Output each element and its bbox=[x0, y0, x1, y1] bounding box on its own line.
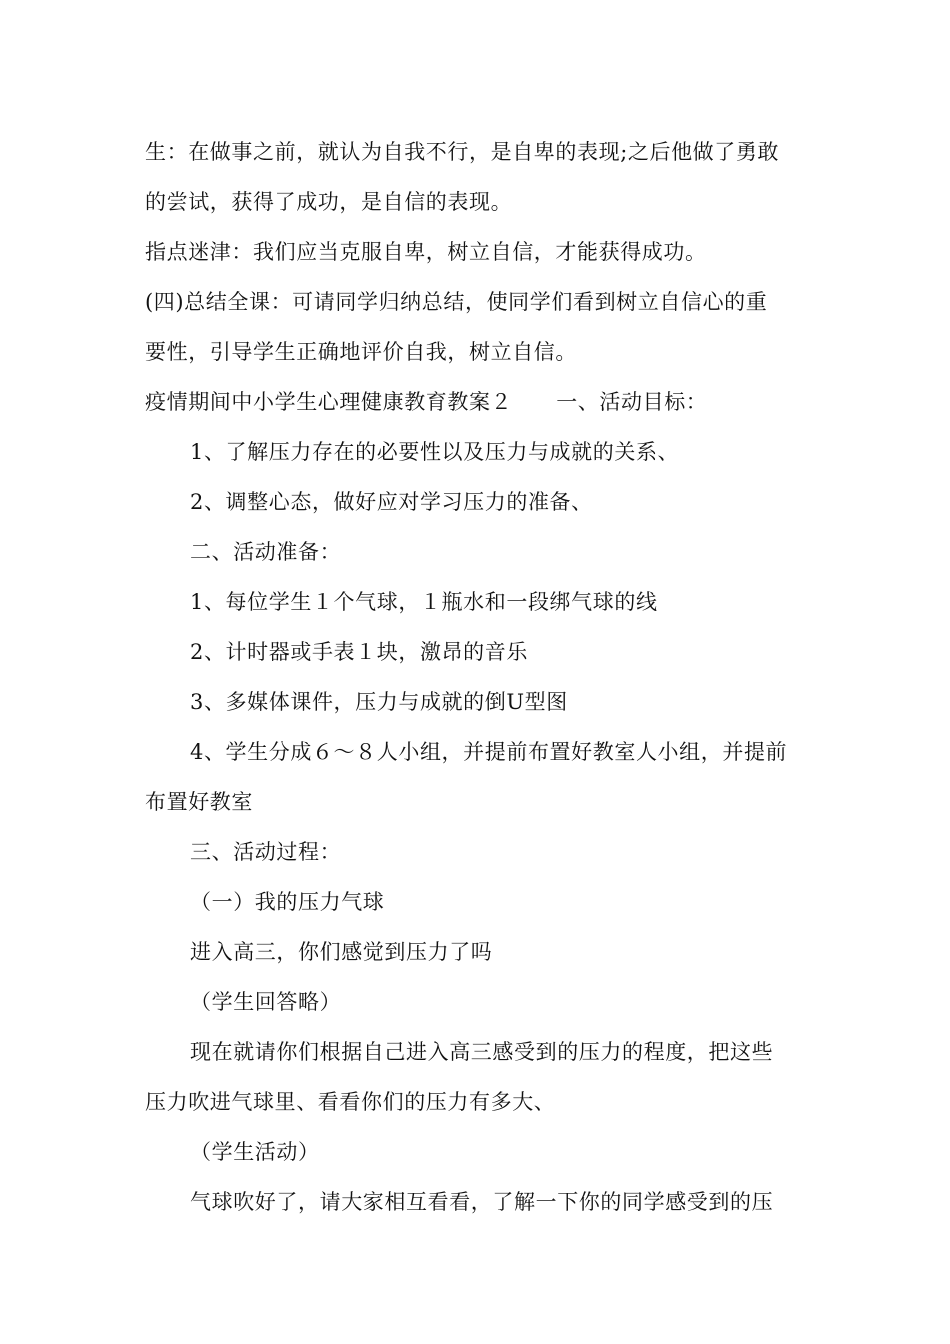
paragraph-line: 要性，引导学生正确地评价自我，树立自信。 bbox=[145, 340, 577, 364]
list-item: 4、学生分成６～８人小组，并提前布置好教室人小组，并提前 bbox=[190, 740, 788, 764]
paragraph-line: 指点迷津：我们应当克服自卑，树立自信，才能获得成功。 bbox=[145, 240, 707, 264]
list-item: 3、多媒体课件，压力与成就的倒U型图 bbox=[190, 690, 568, 714]
paragraph-line: 气球吹好了，请大家相互看看，了解一下你的同学感受到的压 bbox=[190, 1190, 774, 1214]
section-heading: 二、活动准备： bbox=[190, 540, 342, 564]
paragraph-line: 现在就请你们根据自己进入高三感受到的压力的程度，把这些 bbox=[190, 1040, 774, 1064]
paragraph-line: （学生活动） bbox=[190, 1140, 320, 1164]
document-title: 疫情期间中小学生心理健康教育教案２ bbox=[145, 390, 513, 414]
paragraph-line: 的尝试，获得了成功，是自信的表现。 bbox=[145, 190, 513, 214]
list-item: 1、了解压力存在的必要性以及压力与成就的关系、 bbox=[190, 440, 680, 464]
paragraph-line: 生：在做事之前，就认为自我不行，是自卑的表现;之后他做了勇敢 bbox=[145, 140, 780, 164]
section-subtitle: 一、活动目标： bbox=[556, 390, 708, 414]
paragraph-line: 进入高三，你们感觉到压力了吗 bbox=[190, 940, 493, 964]
paragraph-line: 布置好教室 bbox=[145, 790, 253, 814]
paragraph-line: （学生回答略） bbox=[190, 990, 342, 1014]
paragraph-line: (四)总结全课：可请同学归纳总结，使同学们看到树立自信心的重 bbox=[145, 290, 768, 314]
paragraph-line: 压力吹进气球里、看看你们的压力有多大、 bbox=[145, 1090, 556, 1114]
list-item: 2、调整心态，做好应对学习压力的准备、 bbox=[190, 490, 593, 514]
list-item: 1、每位学生１个气球，１瓶水和一段绑气球的线 bbox=[190, 590, 658, 614]
list-item: 2、计时器或手表１块，激昂的音乐 bbox=[190, 640, 528, 664]
subsection-heading: （一）我的压力气球 bbox=[190, 890, 385, 914]
section-heading bbox=[145, 388, 707, 416]
section-heading: 三、活动过程： bbox=[190, 840, 342, 864]
